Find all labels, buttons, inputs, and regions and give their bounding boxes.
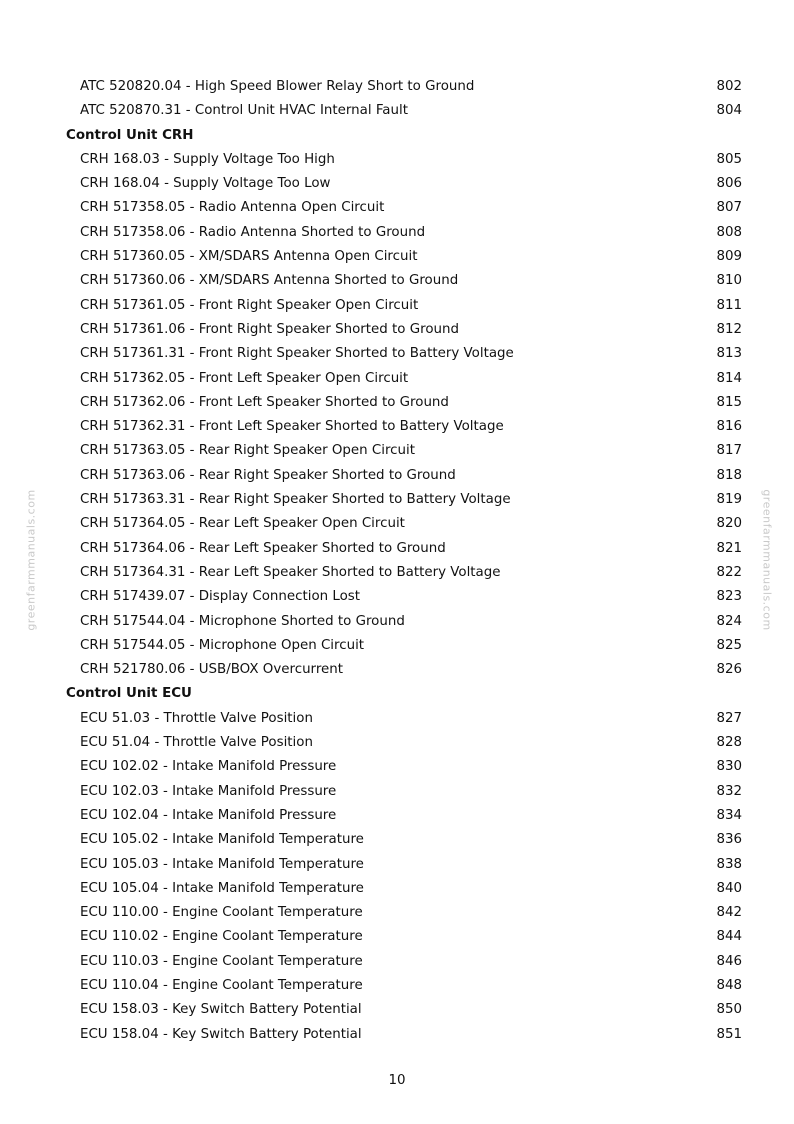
entry-title: ECU 105.02 - Intake Manifold Temperature xyxy=(80,832,364,848)
entry-page-number: 825 xyxy=(716,637,742,653)
toc-entry[interactable] xyxy=(0,269,794,293)
entry-page-number: 850 xyxy=(716,1002,742,1018)
entry-page-number: 819 xyxy=(716,492,742,508)
entry-page-number: 851 xyxy=(716,1026,742,1042)
entry-title: CRH 517364.05 - Rear Left Speaker Open Circuit xyxy=(80,516,405,532)
entry-page-number: 822 xyxy=(716,564,742,580)
watermark-left: greenfarmmanuals.com xyxy=(24,489,38,631)
toc-entry[interactable] xyxy=(0,415,794,439)
toc-entry[interactable] xyxy=(0,853,794,877)
entry-page-number: 832 xyxy=(716,783,742,799)
entry-title: ECU 105.03 - Intake Manifold Temperature xyxy=(80,856,364,872)
toc-entry[interactable] xyxy=(0,561,794,585)
entry-title: CRH 517358.06 - Radio Antenna Shorted to Ground xyxy=(80,224,426,240)
toc-entry[interactable] xyxy=(0,342,794,366)
toc-entry[interactable] xyxy=(0,974,794,998)
entry-page-number: 838 xyxy=(716,856,742,872)
entry-title: CRH 517360.05 - XM/SDARS Antenna Open Circuit xyxy=(80,249,418,265)
entry-title: ECU 102.02 - Intake Manifold Pressure xyxy=(80,759,337,775)
entry-page-number: 828 xyxy=(716,735,742,751)
toc-entry[interactable] xyxy=(0,512,794,536)
toc-entry[interactable] xyxy=(0,318,794,342)
entry-page-number: 846 xyxy=(716,953,742,969)
entry-title: ATC 520820.04 - High Speed Blower Relay Short to Ground xyxy=(80,79,475,94)
entry-title: CRH 517364.06 - Rear Left Speaker Shorted to Ground xyxy=(80,540,446,556)
entry-title: CRH 517544.05 - Microphone Open Circuit xyxy=(80,637,365,653)
section-title: Control Unit CRH xyxy=(66,127,194,143)
entry-page-number: 804 xyxy=(716,103,742,119)
entry-title: ECU 102.03 - Intake Manifold Pressure xyxy=(80,783,337,799)
entry-page-number: 805 xyxy=(716,151,742,167)
entry-page-number: 823 xyxy=(716,589,742,605)
toc-entry[interactable] xyxy=(0,99,794,123)
toc-entry[interactable] xyxy=(0,439,794,463)
entry-page-number: 844 xyxy=(716,929,742,945)
toc-section-heading xyxy=(0,682,794,706)
toc-entry[interactable] xyxy=(0,877,794,901)
entry-page-number: 834 xyxy=(716,807,742,823)
entry-page-number: 816 xyxy=(716,419,742,435)
entry-title: CRH 517544.04 - Microphone Shorted to Ground xyxy=(80,613,405,629)
toc-entry[interactable] xyxy=(0,537,794,561)
entry-title: ECU 51.03 - Throttle Valve Position xyxy=(80,710,313,726)
entry-page-number: 827 xyxy=(716,710,742,726)
watermark-right: greenfarmmanuals.com xyxy=(760,489,774,631)
entry-title: CRH 517361.06 - Front Right Speaker Shorted to Ground xyxy=(80,321,459,337)
toc-entry[interactable] xyxy=(0,488,794,512)
toc-entry[interactable] xyxy=(0,367,794,391)
entry-page-number: 815 xyxy=(716,394,742,410)
section-title: Control Unit ECU xyxy=(66,686,192,702)
entry-title: ECU 158.04 - Key Switch Battery Potential xyxy=(80,1026,362,1042)
entry-page-number: 808 xyxy=(716,224,742,240)
entry-title: ECU 51.04 - Throttle Valve Position xyxy=(80,735,313,751)
toc-entry[interactable] xyxy=(0,804,794,828)
toc-entry[interactable] xyxy=(0,998,794,1022)
toc-entry[interactable] xyxy=(0,148,794,172)
entry-title: ECU 110.03 - Engine Coolant Temperature xyxy=(80,953,363,969)
toc-entry[interactable] xyxy=(0,925,794,949)
entry-page-number: 824 xyxy=(716,613,742,629)
toc-entry[interactable] xyxy=(0,196,794,220)
entry-page-number: 814 xyxy=(716,370,742,386)
table-of-contents xyxy=(0,75,794,1047)
page-number: 10 xyxy=(388,1073,406,1088)
toc-entry[interactable] xyxy=(0,221,794,245)
entry-title: ECU 110.04 - Engine Coolant Temperature xyxy=(80,977,363,993)
toc-entry[interactable] xyxy=(0,755,794,779)
entry-title: ATC 520870.31 - Control Unit HVAC Internal Fault xyxy=(80,103,408,119)
entry-title: CRH 521780.06 - USB/BOX Overcurrent xyxy=(80,662,344,678)
entry-page-number: 802 xyxy=(716,79,742,94)
toc-section-heading xyxy=(0,124,794,148)
entry-title: ECU 105.04 - Intake Manifold Temperature xyxy=(80,880,364,896)
entry-page-number: 821 xyxy=(716,540,742,556)
toc-entry[interactable] xyxy=(0,585,794,609)
entry-title: ECU 102.04 - Intake Manifold Pressure xyxy=(80,807,337,823)
toc-entry[interactable] xyxy=(0,294,794,318)
toc-entry[interactable] xyxy=(0,464,794,488)
entry-page-number: 840 xyxy=(716,880,742,896)
entry-page-number: 830 xyxy=(716,759,742,775)
toc-entry[interactable] xyxy=(0,901,794,925)
entry-page-number: 848 xyxy=(716,977,742,993)
toc-entry[interactable] xyxy=(0,707,794,731)
entry-title: CRH 517363.05 - Rear Right Speaker Open Circuit xyxy=(80,443,416,459)
entry-title: CRH 517362.05 - Front Left Speaker Open Circuit xyxy=(80,370,409,386)
entry-title: CRH 517361.31 - Front Right Speaker Shorted to Battery Voltage xyxy=(80,346,514,362)
entry-page-number: 811 xyxy=(716,297,742,313)
entry-title: CRH 168.03 - Supply Voltage Too High xyxy=(80,151,335,167)
toc-entry[interactable] xyxy=(0,780,794,804)
toc-entry[interactable] xyxy=(0,658,794,682)
entry-title: CRH 517362.31 - Front Left Speaker Shorted to Battery Voltage xyxy=(80,419,504,435)
entry-page-number: 813 xyxy=(716,346,742,362)
entry-title: ECU 158.03 - Key Switch Battery Potential xyxy=(80,1002,362,1018)
entry-page-number: 818 xyxy=(716,467,742,483)
entry-title: CRH 517361.05 - Front Right Speaker Open Circuit xyxy=(80,297,419,313)
entry-title: CRH 517364.31 - Rear Left Speaker Shorted to Battery Voltage xyxy=(80,564,501,580)
entry-page-number: 812 xyxy=(716,321,742,337)
entry-title: CRH 517439.07 - Display Connection Lost xyxy=(80,589,361,605)
entry-title: CRH 517363.06 - Rear Right Speaker Shorted to Ground xyxy=(80,467,456,483)
toc-entry[interactable] xyxy=(0,391,794,415)
entry-title: CRH 517360.06 - XM/SDARS Antenna Shorted to Ground xyxy=(80,273,459,289)
entry-page-number: 842 xyxy=(716,905,742,921)
toc-entry[interactable] xyxy=(0,731,794,755)
entry-page-number: 809 xyxy=(716,249,742,265)
entry-title: CRH 517358.05 - Radio Antenna Open Circuit xyxy=(80,200,385,216)
toc-entry[interactable] xyxy=(0,245,794,269)
entry-page-number: 820 xyxy=(716,516,742,532)
entry-page-number: 817 xyxy=(716,443,742,459)
toc-entry[interactable] xyxy=(0,1023,794,1047)
toc-entry[interactable] xyxy=(0,950,794,974)
entry-page-number: 807 xyxy=(716,200,742,216)
entry-title: CRH 517363.31 - Rear Right Speaker Shorted to Battery Voltage xyxy=(80,492,511,508)
entry-page-number: 836 xyxy=(716,832,742,848)
toc-entry[interactable] xyxy=(0,610,794,634)
entry-title: CRH 168.04 - Supply Voltage Too Low xyxy=(80,176,331,192)
toc-entry[interactable] xyxy=(0,172,794,196)
entry-page-number: 810 xyxy=(716,273,742,289)
entry-title: CRH 517362.06 - Front Left Speaker Shorted to Ground xyxy=(80,394,449,410)
entry-page-number: 826 xyxy=(716,662,742,678)
entry-title: ECU 110.00 - Engine Coolant Temperature xyxy=(80,905,363,921)
toc-entry[interactable] xyxy=(0,75,794,99)
toc-entry[interactable] xyxy=(0,828,794,852)
entry-title: ECU 110.02 - Engine Coolant Temperature xyxy=(80,929,363,945)
entry-page-number: 806 xyxy=(716,176,742,192)
toc-entry[interactable] xyxy=(0,634,794,658)
